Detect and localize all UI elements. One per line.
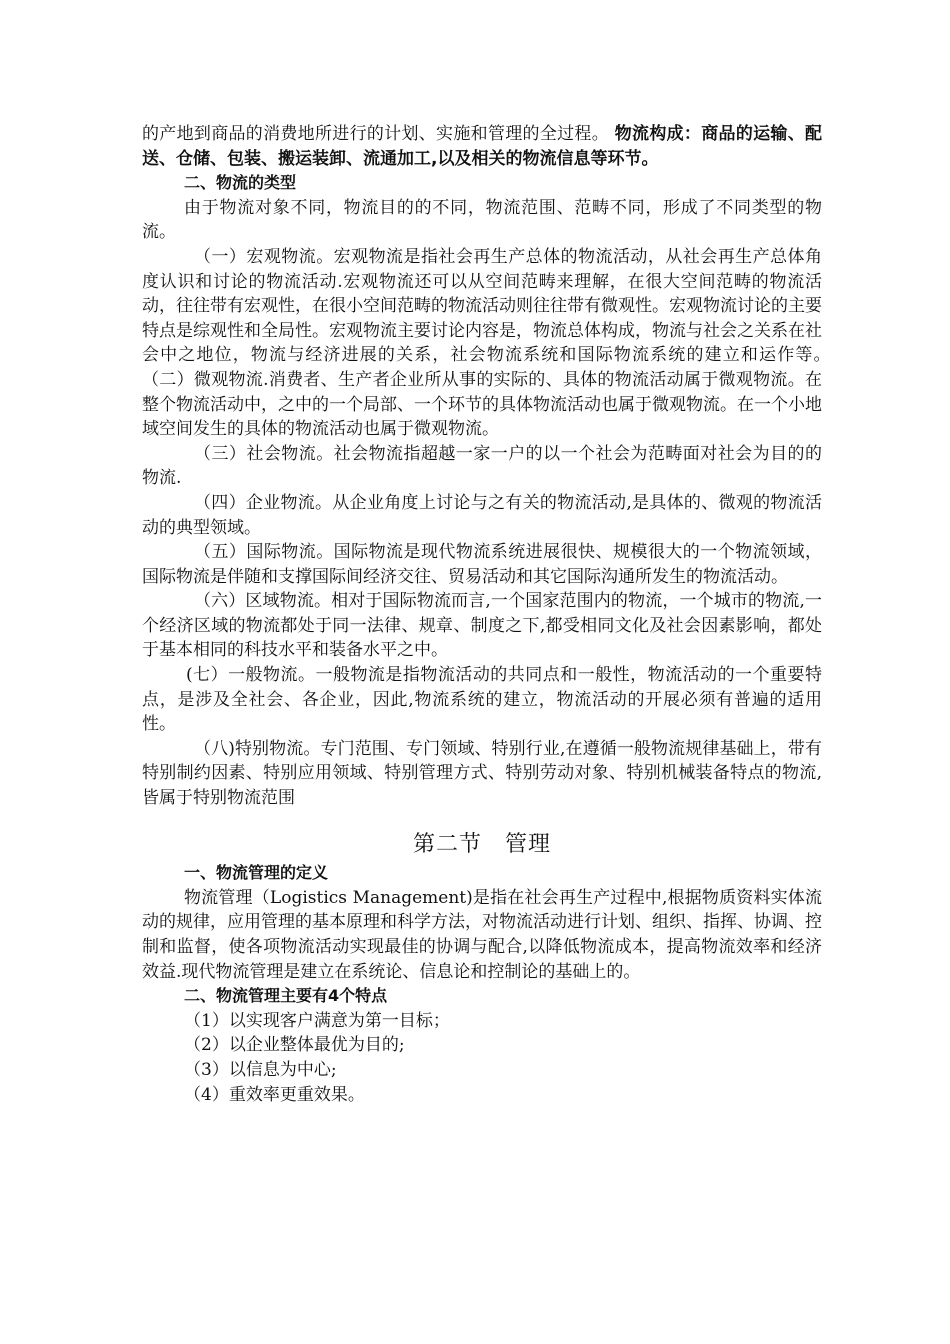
type-item-special: （八)特别物流。专门范围、专门领域、特别行业,在遵循一般物流规律基础上，带有特别制约因素、特别应用领域、特别管理方式、特别劳动对象、特别机械装备特点的物流,皆属于特别物流范围 [142,738,822,809]
section-title-text: 第二节 管理 [412,831,551,857]
section-title [142,833,822,858]
definition-paragraph: 物流管理（Logistics Management)是指在社会再生产过程中,根据物质资料实体流动的规律，应用管理的基本原理和科学方法，对物流活动进行计划、组织、指挥、协调、控制和监督，使各项物流活动实现最佳的协调与配合,以降低物流成本，提高物流效率和经济效益.现代物流管理是建立在系统论、信息论和控制论的基础上的。 [142,887,822,982]
heading-logistics-types: 二、物流的类型 [184,173,297,193]
document-page [142,122,839,1107]
type-item-regional: （六）区域物流。相对于国际物流而言,一个国家范围内的物流，一个城市的物流,一个经济区域的物流都处于同一法律、规章、制度之下,都受相同文化及社会因素影响，都处于基本相同的科技水平和装备水平之中。 [142,591,822,661]
intro-text: 的产地到商品的消费地所进行的计划、实施和管理的全过程。 [142,124,615,144]
type-item-enterprise: （四）企业物流。从企业角度上讨论与之有关的物流活动,是具体的、微观的物流活动的典型领域。 [142,492,822,538]
type-item-international: （五）国际物流。国际物流是现代物流系统进展很快、规模很大的一个物流领域，国际物流是伴随和支撑国际间经济交往、贸易活动和其它国际沟通所发生的物流活动。 [142,542,822,587]
type-item-social: （三）社会物流。社会物流指超越一家一户的以一个社会为范畴面对社会为目的的物流. [142,443,822,489]
heading-characteristics: 二、物流管理主要有4个特点 [184,986,388,1006]
type-item-macro-micro: （一）宏观物流。宏观物流是指社会再生产总体的物流活动，从社会再生产总体角度认识和讨论的物流活动.宏观物流还可以从空间范畴来理解，在很大空间范畴的物流活动，往往带有宏观性，在很小空间范畴的物流活动则往往带有微观性。宏观物流讨论的主要特点是综观性和全局性。宏观物流主要讨论内容是，物流总体构成，物流与社会之关系在社会中之地位，物流与经济进展的关系，社会物流系统和国际物流系统的建立和运作等。 （二）微观物流.消费者、生产者企业所从事的实际的、具体的物流活动属于微观物流。在整个物流活动中，之中的一个局部、一个环节的具体物流活动也属于微观物流。在一个小地域空间发生的具体的物流活动也属于微观物流。 [142,246,839,440]
intro-bold-text: 物流构成：商品的运输、配送、仓储、包装、搬运装卸、流通加工,以及相关的物流信息等环节。 [142,124,823,169]
heading-definition: 一、物流管理的定义 [184,863,329,883]
intro-paragraph [142,122,822,171]
characteristic-item: （3）以信息为中心; [184,1059,337,1080]
type-item-general: (七）一般物流。一般物流是指物流活动的共同点和一般性，物流活动的一个重要特点，是涉及全社会、各企业，因此,物流系统的建立，物流活动的开展必须有普遍的适用性。 [142,665,822,735]
characteristic-item: （2）以企业整体最优为目的; [184,1035,405,1056]
characteristic-item: （4）重效率更重效果。 [184,1084,365,1105]
characteristic-item: （1）以实现客户满意为第一目标； [184,1010,450,1031]
types-lead-paragraph: 由于物流对象不同，物流目的的不同，物流范围、范畴不同，形成了不同类型的物流。 [142,197,822,243]
